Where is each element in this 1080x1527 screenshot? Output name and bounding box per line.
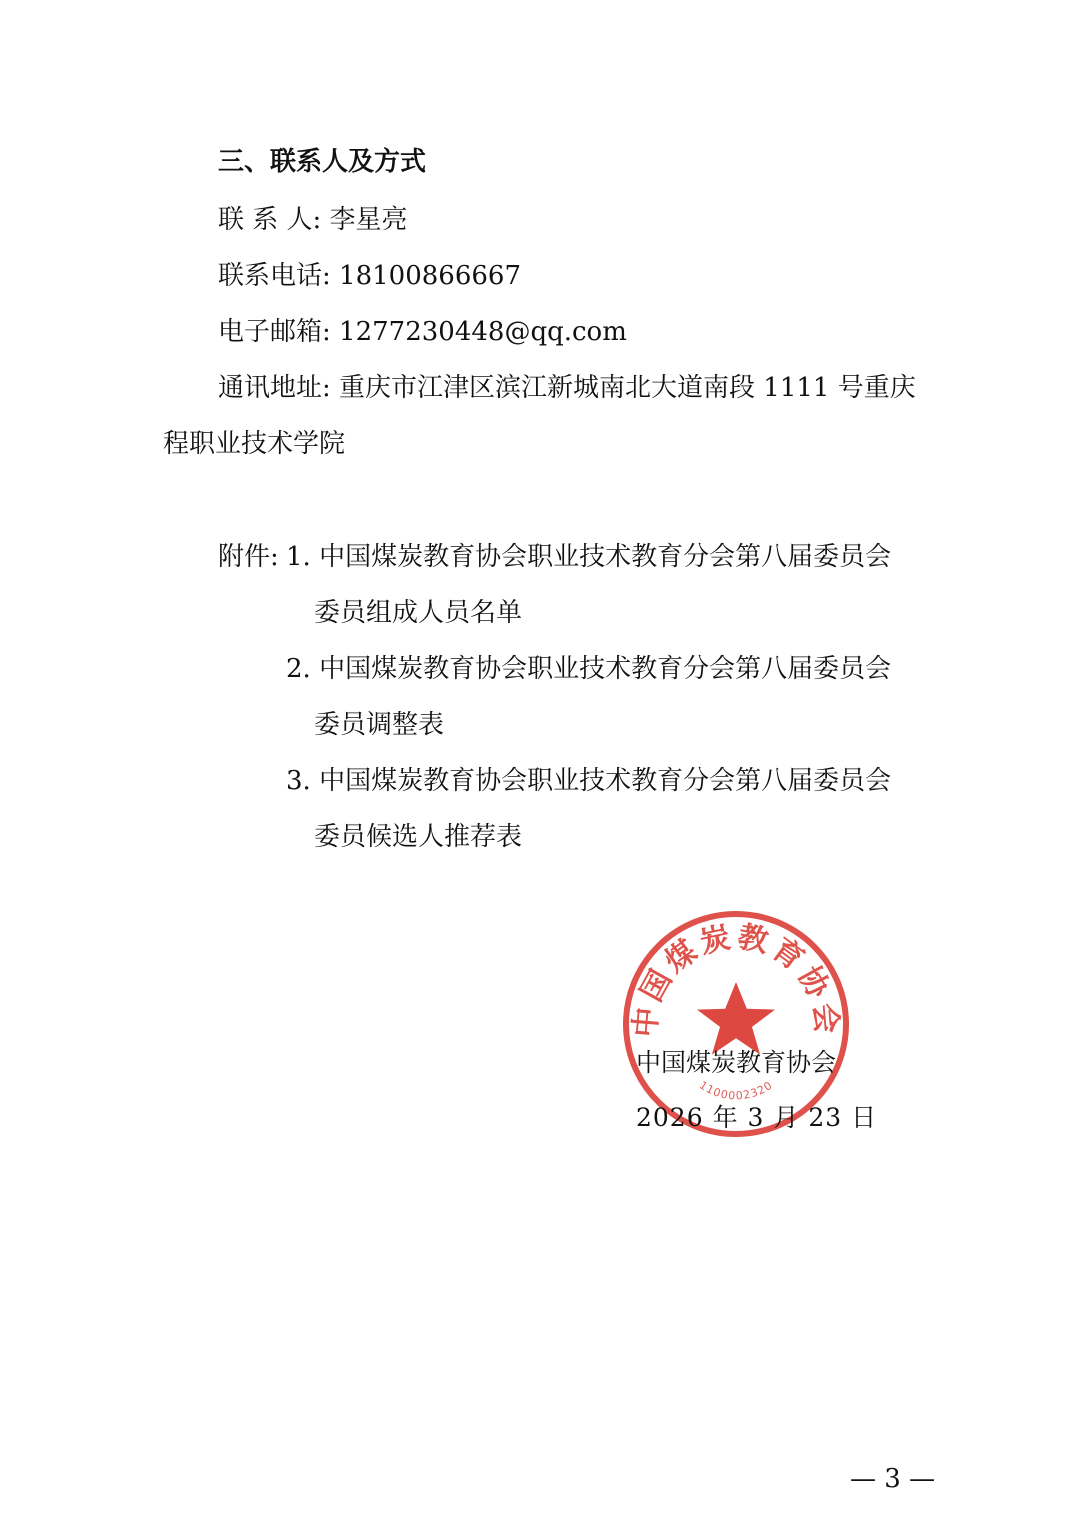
contact-address-line1: 通讯地址: 重庆市江津区滨江新城南北大道南段 1111 号重庆: [218, 373, 916, 403]
contact-email: 电子邮箱: 1277230448@qq.com: [218, 317, 627, 347]
star-icon: [697, 982, 775, 1055]
signing-date: 2026 年 3 月 23 日: [636, 1103, 878, 1132]
page-number: — 3 —: [850, 1464, 936, 1494]
attachment-item-2-line1: 2. 中国煤炭教育协会职业技术教育分会第八届委员会: [286, 654, 892, 684]
attachment-item-1-line2: 委员组成人员名单: [314, 598, 523, 628]
attachment-item-3-line2: 委员候选人推荐表: [314, 822, 523, 852]
attachment-item-2-line2: 委员调整表: [314, 710, 445, 740]
seal-number: 1100002320: [696, 1078, 776, 1103]
svg-text:1100002320: [697, 1079, 775, 1103]
contact-phone: 联系电话: 18100866667: [218, 261, 521, 291]
seal-text: 中国煤炭教育协会: [627, 919, 845, 1039]
contact-address-line2: 程职业技术学院: [163, 429, 346, 459]
section-heading: 三、联系人及方式: [218, 147, 427, 177]
signing-organization: 中国煤炭教育协会: [636, 1048, 837, 1077]
attachments-prefix: 附件:: [218, 542, 279, 572]
attachment-item-3-line1: 3. 中国煤炭教育协会职业技术教育分会第八届委员会: [286, 766, 892, 796]
attachment-item-1-line1: 1. 中国煤炭教育协会职业技术教育分会第八届委员会: [286, 542, 892, 572]
contact-person: 联 系 人: 李星亮: [218, 205, 408, 235]
